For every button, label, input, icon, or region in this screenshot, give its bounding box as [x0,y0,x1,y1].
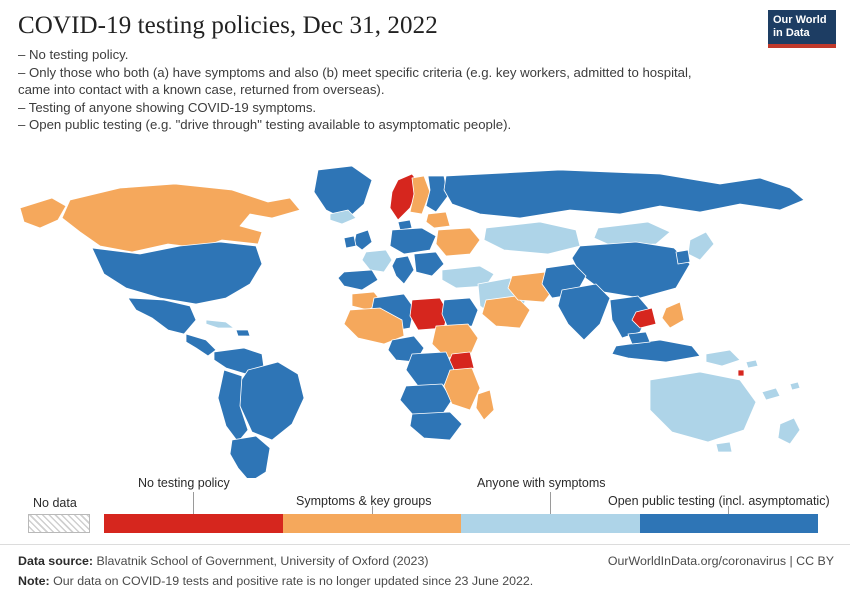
country-germany-poland[interactable] [390,228,436,254]
country-egypt[interactable] [442,298,478,328]
country-australia[interactable] [650,372,756,442]
legend-no-data-swatch[interactable] [28,514,90,533]
country-madagascar[interactable] [476,390,494,420]
legend-color-bar[interactable] [104,514,818,533]
legend-segment-anyone-with-symptoms[interactable] [461,514,640,533]
country-chile-argentina[interactable] [230,436,270,478]
logo-line-2: in Data [773,26,810,39]
country-south-africa[interactable] [410,412,462,440]
legend-segment-symptoms-key-groups[interactable] [283,514,462,533]
country-papua-new-guinea[interactable] [706,350,740,366]
footer-source-text: Blavatnik School of Government, University of Oxford (2023) [96,554,429,568]
legend [0,478,850,540]
country-spain[interactable] [338,270,378,290]
country-brazil[interactable] [240,362,304,440]
footer-note-label: Note: [18,574,50,588]
our-world-in-data-logo[interactable] [768,10,836,48]
country-united-kingdom[interactable] [354,230,372,250]
footer-credit-link[interactable]: OurWorldInData.org/coronavirus | CC BY [607,554,834,568]
country-solomon-islands[interactable] [746,360,758,368]
country-hispaniola[interactable] [236,330,250,336]
legend-label-open-public-testing: Open public testing (incl. asymptomatic) [608,494,830,508]
country-new-caledonia[interactable] [762,388,780,400]
legend-label-anyone-with-symptoms: Anyone with symptoms [477,476,606,490]
country-philippines[interactable] [662,302,684,328]
footer-source-row [18,553,834,570]
country-finland[interactable] [426,176,448,212]
country-ukraine-belarus[interactable] [436,228,480,256]
country-united-states[interactable] [92,242,262,304]
footer-note-row [18,573,834,590]
country-france[interactable] [362,250,392,272]
country-new-zealand[interactable] [778,418,800,444]
subtitle-line-2: – Only those who both (a) have symptoms and also (b) meet specific criteria (e.g. key workers, admitted to hospital, came into contact with a known case, returned from overseas). [18,64,692,98]
legend-label-no-testing: No testing policy [138,476,230,490]
country-cuba[interactable] [206,320,234,328]
country-russia[interactable] [444,170,804,218]
subtitle-line-1: – No testing policy. [18,47,129,62]
country-japan[interactable] [688,232,714,260]
country-malaysia[interactable] [628,332,650,344]
country-baltics[interactable] [426,212,450,228]
legend-segment-open-public-testing[interactable] [640,514,819,533]
country-balkans[interactable] [414,252,444,276]
legend-no-data-label: No data [33,496,77,510]
country-fiji[interactable] [790,382,800,390]
country-korea[interactable] [676,250,690,264]
footer-source-label: Data source: [18,554,94,568]
legend-segment-no-testing[interactable] [104,514,283,533]
subtitle-line-3: – Testing of anyone showing COVID-19 symptoms. [18,99,317,115]
country-ireland[interactable] [344,236,356,248]
country-mexico[interactable] [128,298,196,334]
country-pacific-dot-1[interactable] [738,370,744,376]
country-central-america[interactable] [186,334,216,356]
country-canada[interactable] [62,184,300,252]
country-italy[interactable] [392,256,414,284]
country-central-asia[interactable] [484,222,580,254]
legend-tick-3 [550,492,551,514]
world-map[interactable] [0,148,850,478]
subtitle-block [18,46,718,134]
footer-note-text: Our data on COVID-19 tests and positive rate is no longer updated since 23 June 2022. [53,574,534,588]
country-alaska[interactable] [20,198,66,228]
legend-label-symptoms-key-groups: Symptoms & key groups [296,494,432,508]
logo-line-1: Our World [773,14,827,26]
country-india[interactable] [558,284,610,340]
country-tasmania[interactable] [716,442,732,452]
subtitle-line-4: – Open public testing (e.g. "drive through" testing available to asymptomatic people). [18,117,512,133]
footer [0,544,850,600]
legend-tick-1 [193,492,194,514]
page-title: COVID-19 testing policies, Dec 31, 2022 [18,12,438,39]
country-indonesia[interactable] [612,340,700,362]
